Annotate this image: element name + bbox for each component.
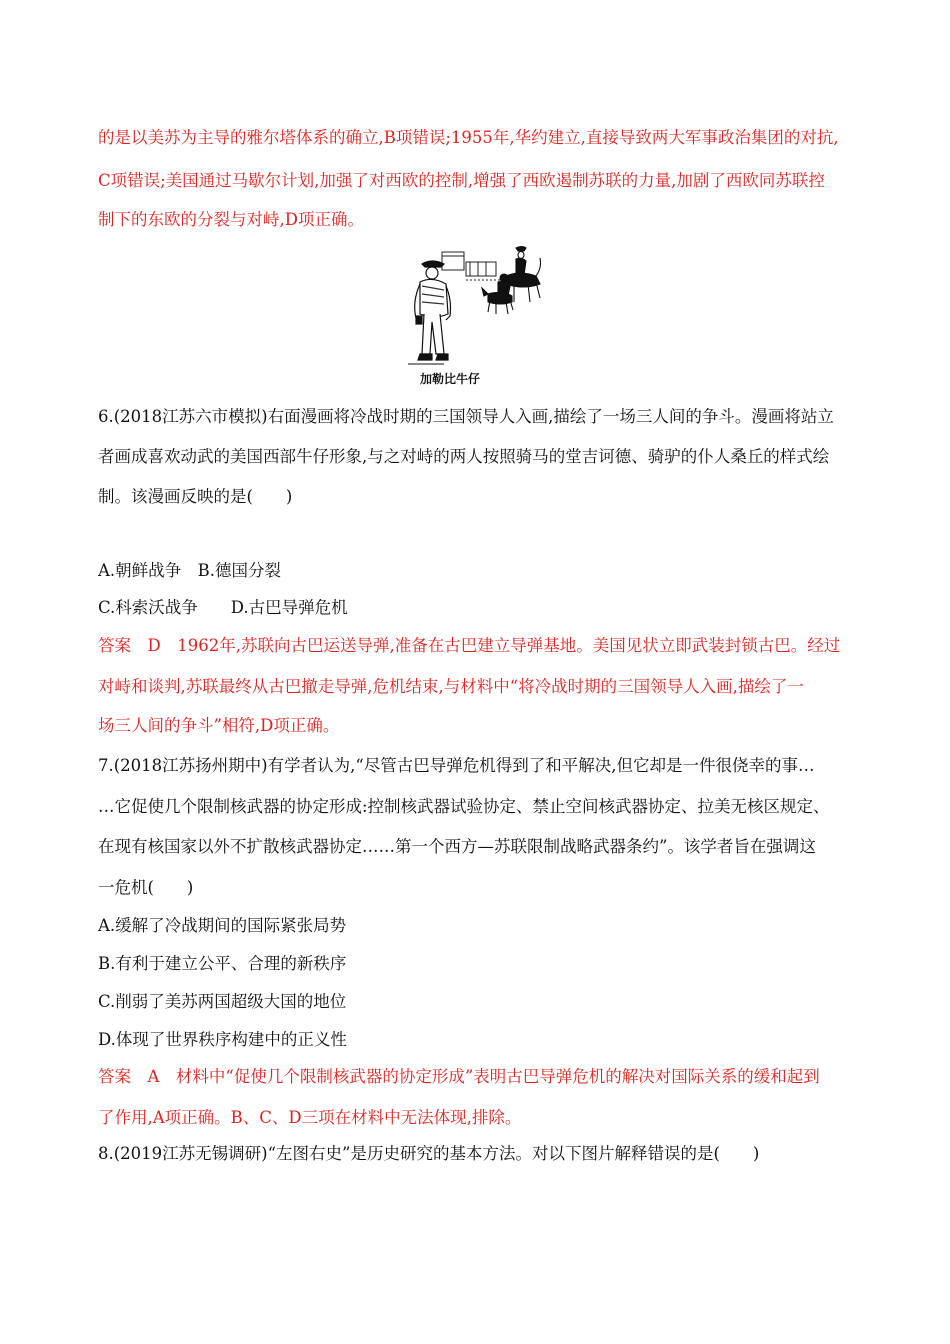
answer-6-line-2: 对峙和谈判,苏联最终从古巴撤走导弹,危机结束,与材料中“将冷战时期的三国领导人入画,描绘了一	[98, 677, 804, 696]
question-7-option-d: D.体现了世界秩序构建中的正义性	[98, 1030, 347, 1049]
answer-6-line-1: 答案 D 1962年,苏联向古巴运送导弹,准备在古巴建立导弹基地。美国见状立即武装封锁古巴。经过	[98, 636, 841, 655]
question-6-option-cd: C.科索沃战争 D.古巴导弹危机	[98, 598, 348, 617]
answer-5-line-1: 的是以美苏为主导的雅尔塔体系的确立,B项错误;1955年,华约建立,直接导致两大军事政治集团的对抗,	[98, 128, 839, 147]
question-7-line-2: …它促使几个限制核武器的协定形成:控制核武器试验协定、禁止空间核武器协定、拉美无核区规定、	[98, 797, 830, 816]
answer-7-line-1: 答案 A 材料中“促使几个限制核武器的协定形成”表明古巴导弹危机的解决对国际关系的缓和起到	[98, 1067, 820, 1086]
question-6-line-3: 制。该漫画反映的是( )	[98, 487, 293, 506]
answer-5-line-2: C项错误;美国通过马歇尔计划,加强了对西欧的控制,增强了西欧遏制苏联的力量,加剧了西欧同苏联控	[98, 171, 825, 190]
question-6-line-2: 者画成喜欢动武的美国西部牛仔形象,与之对峙的两人按照骑马的堂吉诃德、骑驴的仆人桑丘的样式绘	[98, 447, 830, 466]
question-7-line-1: 7.(2018江苏扬州期中)有学者认为,“尽管古巴导弹危机得到了和平解决,但它却是一件很侥幸的事…	[98, 756, 815, 775]
question-7-line-4: 一危机( )	[98, 878, 194, 897]
figure-caption: 加勒比牛仔	[420, 372, 481, 386]
cartoon-cowboy-illustration	[404, 242, 546, 372]
question-7-line-3: 在现有核国家以外不扩散核武器协定……第一个西方—苏联限制战略武器条约”。该学者旨在强调这	[98, 837, 816, 856]
question-6-line-1: 6.(2018江苏六市模拟)右面漫画将冷战时期的三国领导人入画,描绘了一场三人间的争斗。漫画将站立	[98, 407, 834, 426]
question-8-line-1: 8.(2019江苏无锡调研)“左图右史”是历史研究的基本方法。对以下图片解释错误的是( )	[98, 1144, 760, 1163]
answer-5-line-3: 制下的东欧的分裂与对峙,D项正确。	[98, 210, 364, 229]
question-7-option-c: C.削弱了美苏两国超级大国的地位	[98, 992, 347, 1011]
answer-6-line-3: 场三人间的争斗”相符,D项正确。	[98, 716, 340, 735]
question-6-option-ab: A.朝鲜战争 B.德国分裂	[98, 561, 282, 580]
question-7-option-b: B.有利于建立公平、合理的新秩序	[98, 954, 347, 973]
question-7-option-a: A.缓解了冷战期间的国际紧张局势	[98, 916, 347, 935]
answer-7-line-2: 了作用,A项正确。B、C、D三项在材料中无法体现,排除。	[98, 1108, 522, 1127]
